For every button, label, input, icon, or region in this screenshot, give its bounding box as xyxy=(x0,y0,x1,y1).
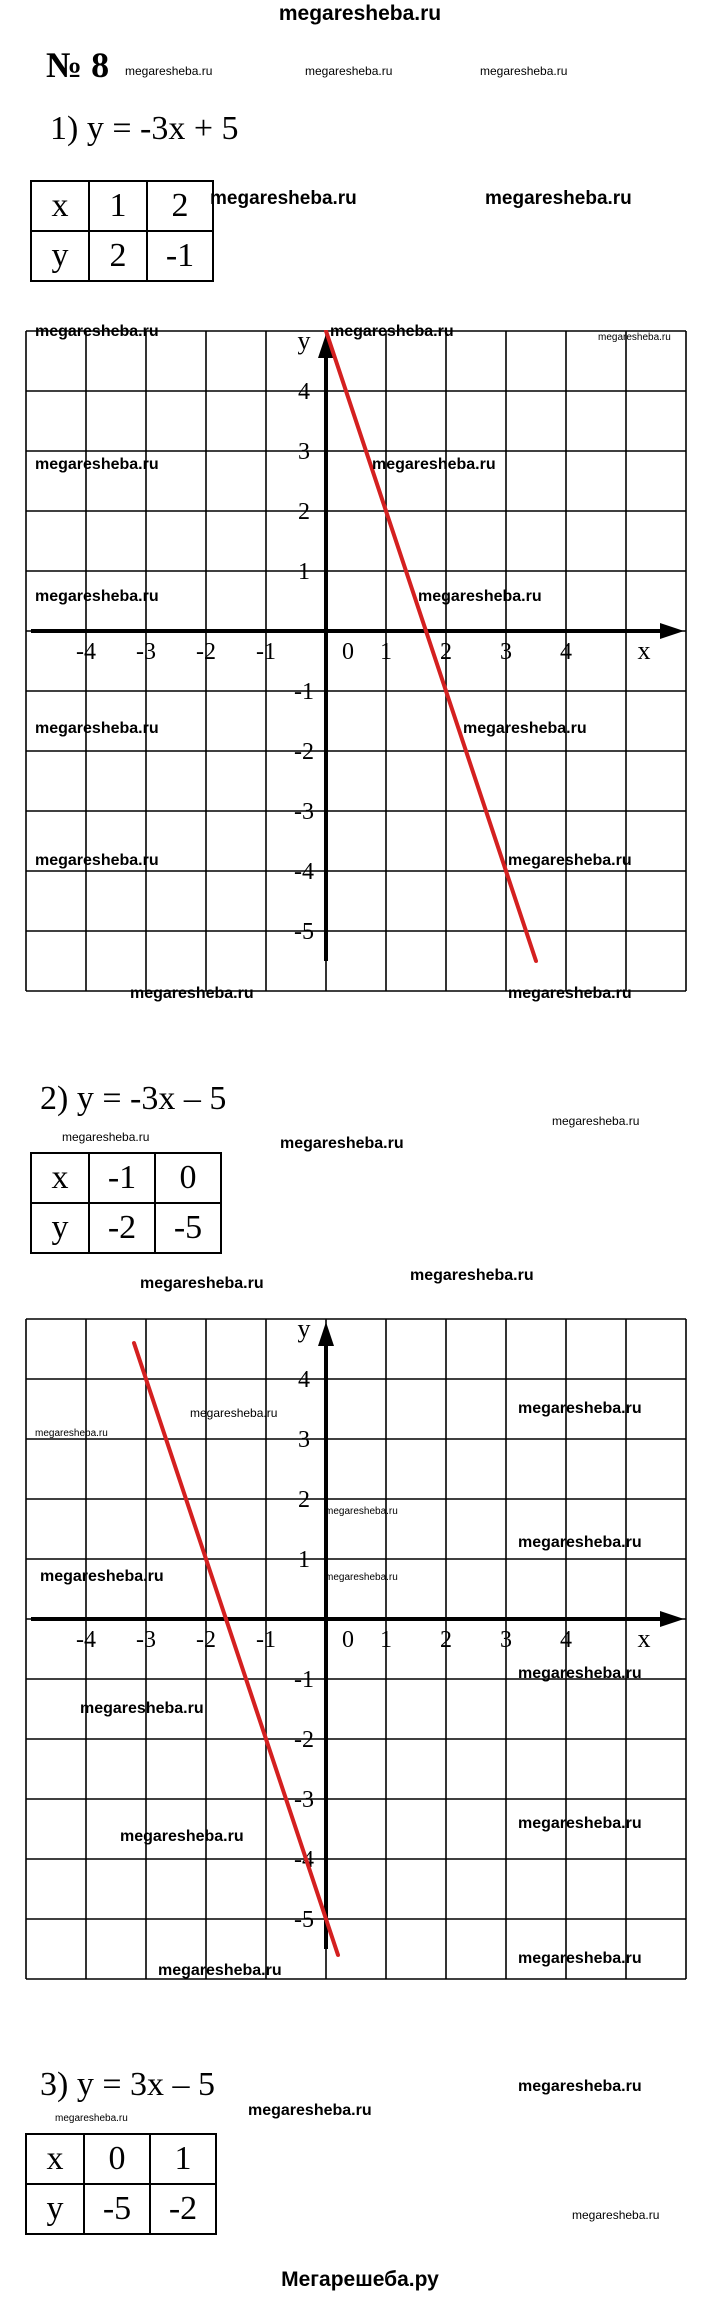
table-cell: x xyxy=(31,1153,89,1203)
y-tick-label: 2 xyxy=(298,1487,310,1513)
watermark: megaresheba.ru xyxy=(80,1700,204,1717)
watermark: megaresheba.ru xyxy=(372,456,496,473)
watermark: megaresheba.ru xyxy=(418,588,542,605)
watermark: megaresheba.ru xyxy=(325,1572,398,1583)
y-tick-label: -5 xyxy=(294,919,314,945)
x-tick-label: -3 xyxy=(136,1627,156,1653)
watermark: megaresheba.ru xyxy=(120,1828,244,1845)
part-1-value-table xyxy=(30,180,214,282)
y-tick-label: 2 xyxy=(298,499,310,525)
watermark: megaresheba.ru xyxy=(248,2102,372,2119)
table-cell: -5 xyxy=(155,1203,221,1253)
y-tick-label: -2 xyxy=(294,739,314,765)
part-3-value-table xyxy=(25,2133,217,2235)
watermark: megaresheba.ru xyxy=(130,985,254,1002)
table-cell: 0 xyxy=(84,2134,150,2184)
watermark: megaresheba.ru xyxy=(35,720,159,737)
x-tick-label: -2 xyxy=(196,639,216,665)
part-2-graph xyxy=(25,1318,687,1998)
watermark: megaresheba.ru xyxy=(35,852,159,869)
site-header: megaresheba.ru xyxy=(278,2,442,25)
watermark: megaresheba.ru xyxy=(485,188,632,209)
y-tick-label: 4 xyxy=(298,379,310,405)
part-3-equation: 3) y = 3x – 5 xyxy=(40,2066,215,2103)
x-tick-label: 0 xyxy=(342,1627,354,1653)
x-tick-label: 0 xyxy=(342,639,354,665)
table-cell: x xyxy=(31,181,89,231)
x-tick-label: -1 xyxy=(256,1627,276,1653)
table-cell: 1 xyxy=(150,2134,216,2184)
watermark: megaresheba.ru xyxy=(280,1135,404,1152)
site-footer: Мегарешеба.ру xyxy=(281,2268,439,2291)
x-tick-label: 4 xyxy=(560,1627,572,1653)
table-cell: -1 xyxy=(147,231,213,281)
table-cell: y xyxy=(26,2184,84,2234)
table-cell: -1 xyxy=(89,1153,155,1203)
watermark: megaresheba.ru xyxy=(305,64,393,78)
table-cell: 1 xyxy=(89,181,147,231)
x-axis-label: x xyxy=(637,636,651,665)
watermark: megaresheba.ru xyxy=(55,2113,128,2124)
watermark: megaresheba.ru xyxy=(508,985,632,1002)
x-tick-label: 3 xyxy=(500,639,512,665)
table-cell: -5 xyxy=(84,2184,150,2234)
y-tick-label: -3 xyxy=(294,1787,314,1813)
y-tick-label: 3 xyxy=(298,1427,310,1453)
y-tick-label: 4 xyxy=(298,1367,310,1393)
watermark: megaresheba.ru xyxy=(518,1534,642,1551)
watermark: megaresheba.ru xyxy=(325,1506,398,1517)
watermark: megaresheba.ru xyxy=(190,1406,278,1420)
part-2-equation: 2) y = -3x – 5 xyxy=(40,1080,227,1117)
x-tick-label: -4 xyxy=(76,639,96,665)
y-axis-label: y xyxy=(297,330,311,355)
x-tick-label: 2 xyxy=(440,639,452,665)
x-tick-label: -2 xyxy=(196,1627,216,1653)
table-cell: y xyxy=(31,1203,89,1253)
x-axis-arrow xyxy=(660,1611,684,1627)
part-1-graph xyxy=(25,330,687,1010)
watermark: megaresheba.ru xyxy=(518,1400,642,1417)
y-tick-label: -5 xyxy=(294,1907,314,1933)
watermark: megaresheba.ru xyxy=(330,323,454,340)
watermark: megaresheba.ru xyxy=(518,2078,642,2095)
watermark: megaresheba.ru xyxy=(35,456,159,473)
watermark: megaresheba.ru xyxy=(158,1962,282,1979)
table-cell: -2 xyxy=(150,2184,216,2234)
task-number: № 8 xyxy=(46,45,110,85)
watermark: megaresheba.ru xyxy=(508,852,632,869)
watermark: megaresheba.ru xyxy=(62,1130,150,1144)
y-tick-label: -3 xyxy=(294,799,314,825)
y-tick-label: 1 xyxy=(298,559,310,585)
watermark: megaresheba.ru xyxy=(518,1815,642,1832)
y-tick-label: -4 xyxy=(294,1847,314,1873)
table-cell: y xyxy=(31,231,89,281)
watermark: megaresheba.ru xyxy=(35,323,159,340)
x-tick-label: 3 xyxy=(500,1627,512,1653)
watermark: megaresheba.ru xyxy=(552,1114,640,1128)
table-cell: 2 xyxy=(89,231,147,281)
y-tick-label: -1 xyxy=(294,679,314,705)
x-tick-label: -1 xyxy=(256,639,276,665)
y-tick-label: 3 xyxy=(298,439,310,465)
x-axis-label: x xyxy=(637,1624,651,1653)
table-cell: 2 xyxy=(147,181,213,231)
x-tick-label: 1 xyxy=(380,1627,392,1653)
y-axis-label: y xyxy=(297,1318,311,1343)
part-2-value-table xyxy=(30,1152,222,1254)
table-cell: x xyxy=(26,2134,84,2184)
y-tick-label: -4 xyxy=(294,859,314,885)
x-tick-label: -3 xyxy=(136,639,156,665)
x-tick-label: 1 xyxy=(380,639,392,665)
x-tick-label: 2 xyxy=(440,1627,452,1653)
y-tick-label: -1 xyxy=(294,1667,314,1693)
watermark: megaresheba.ru xyxy=(480,64,568,78)
watermark: megaresheba.ru xyxy=(140,1275,264,1292)
watermark: megaresheba.ru xyxy=(572,2208,660,2222)
watermark: megaresheba.ru xyxy=(463,720,587,737)
watermark: megaresheba.ru xyxy=(125,64,213,78)
watermark: megaresheba.ru xyxy=(410,1267,534,1284)
x-tick-label: -4 xyxy=(76,1627,96,1653)
watermark: megaresheba.ru xyxy=(35,1428,108,1439)
watermark: megaresheba.ru xyxy=(598,332,671,343)
table-cell: -2 xyxy=(89,1203,155,1253)
y-tick-label: -2 xyxy=(294,1727,314,1753)
table-cell: 0 xyxy=(155,1153,221,1203)
watermark: megaresheba.ru xyxy=(518,1950,642,1967)
watermark: megaresheba.ru xyxy=(210,188,357,209)
x-tick-label: 4 xyxy=(560,639,572,665)
y-axis-arrow xyxy=(318,1322,334,1346)
y-tick-label: 1 xyxy=(298,1547,310,1573)
watermark: megaresheba.ru xyxy=(40,1568,164,1585)
watermark: megaresheba.ru xyxy=(35,588,159,605)
part-1-equation: 1) y = -3x + 5 xyxy=(50,110,239,147)
watermark: megaresheba.ru xyxy=(518,1665,642,1682)
x-axis-arrow xyxy=(660,623,684,639)
